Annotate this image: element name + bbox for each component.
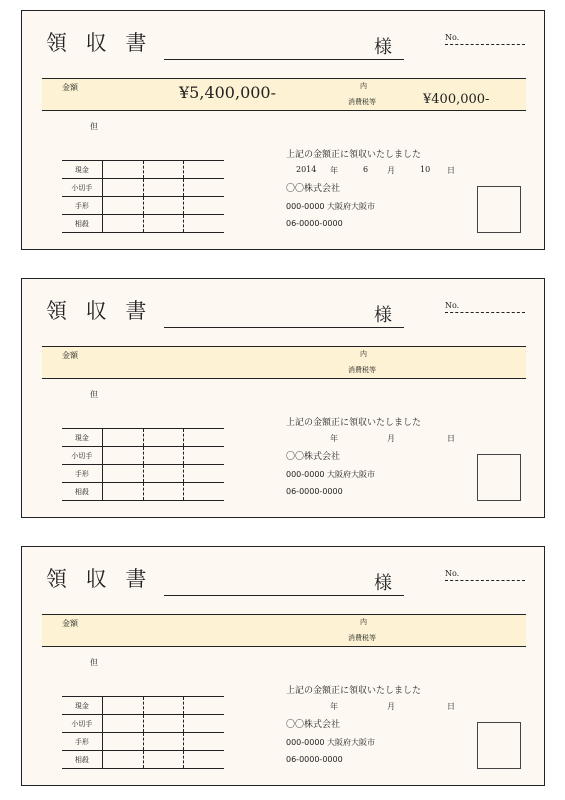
company-name: 〇〇株式会社 [286, 720, 341, 730]
date-day-unit: 日 [447, 702, 455, 711]
table-row [62, 429, 224, 447]
receipt-title: 領 収 書 [46, 31, 153, 55]
amount-band [42, 614, 526, 647]
payment-method-label: 相殺 [62, 215, 102, 233]
date-month-unit: 月 [387, 702, 395, 711]
stamp-box [477, 454, 521, 501]
stamp-box [477, 722, 521, 769]
payment-method-label: 小切手 [62, 179, 102, 197]
payment-method-label: 相殺 [62, 483, 102, 501]
breakdown-label: 内 [360, 618, 367, 626]
company-address: 000-0000 大阪府大阪市 [286, 202, 376, 211]
table-row [62, 197, 224, 215]
recipient-name-line [164, 327, 404, 328]
date-month-unit: 月 [387, 166, 395, 175]
tax-label: 消費税等 [348, 634, 376, 642]
acknowledgement-text: 上記の金額正に領収いたしました [286, 150, 422, 160]
table-row [62, 179, 224, 197]
date-day-unit: 日 [447, 434, 455, 443]
note-label: 但 [90, 658, 98, 667]
note-label: 但 [90, 390, 98, 399]
tax-value: ¥400,000- [423, 92, 490, 107]
payment-method-label: 小切手 [62, 447, 102, 465]
recipient-name-line [164, 595, 404, 596]
amount-band [42, 346, 526, 379]
amount-label: 金額 [62, 83, 78, 92]
company-phone: 06-0000-0000 [286, 219, 343, 228]
date-year-unit: 年 [330, 702, 338, 711]
table-row [62, 733, 224, 751]
acknowledgement-text: 上記の金額正に領収いたしました [286, 418, 422, 428]
note-label: 但 [90, 122, 98, 131]
table-row [62, 447, 224, 465]
company-name: 〇〇株式会社 [286, 452, 341, 462]
receipt-number-line [445, 44, 525, 45]
receipt-1 [21, 10, 545, 250]
payment-method-table [62, 696, 224, 769]
company-address: 000-0000 大阪府大阪市 [286, 738, 376, 747]
date-day-unit: 日 [447, 166, 455, 175]
honorific: 様 [374, 37, 392, 58]
payment-method-label: 現金 [62, 697, 102, 715]
stamp-box [477, 186, 521, 233]
honorific: 様 [374, 305, 392, 326]
receipt-3 [21, 546, 545, 786]
table-row [62, 697, 224, 715]
receipt-number-line [445, 312, 525, 313]
payment-method-label: 手形 [62, 465, 102, 483]
receipt-number-label: No. [445, 301, 460, 310]
tax-label: 消費税等 [348, 366, 376, 374]
amount-value: ¥5,400,000- [179, 83, 277, 102]
amount-band [42, 78, 526, 111]
acknowledgement-text: 上記の金額正に領収いたしました [286, 686, 422, 696]
date-year-unit: 年 [330, 434, 338, 443]
date-month-unit: 月 [387, 434, 395, 443]
date-year: 2014 [296, 165, 317, 174]
amount-label: 金額 [62, 351, 78, 360]
table-row [62, 465, 224, 483]
receipt-number-label: No. [445, 569, 460, 578]
payment-method-label: 現金 [62, 161, 102, 179]
receipt-number-label: No. [445, 33, 460, 42]
payment-method-table [62, 160, 224, 233]
breakdown-label: 内 [360, 82, 367, 90]
company-address: 000-0000 大阪府大阪市 [286, 470, 376, 479]
date-year-unit: 年 [330, 166, 338, 175]
amount-label: 金額 [62, 619, 78, 628]
payment-method-label: 小切手 [62, 715, 102, 733]
table-row [62, 161, 224, 179]
company-phone: 06-0000-0000 [286, 755, 343, 764]
company-name: 〇〇株式会社 [286, 184, 341, 194]
payment-method-table [62, 428, 224, 501]
receipt-title: 領 収 書 [46, 567, 153, 591]
recipient-name-line [164, 59, 404, 60]
tax-label: 消費税等 [348, 98, 376, 106]
receipt-2 [21, 278, 545, 518]
table-row [62, 215, 224, 233]
payment-method-label: 手形 [62, 197, 102, 215]
table-row [62, 715, 224, 733]
payment-method-label: 相殺 [62, 751, 102, 769]
date-day: 10 [420, 165, 431, 174]
honorific: 様 [374, 573, 392, 594]
receipt-title: 領 収 書 [46, 299, 153, 323]
table-row [62, 751, 224, 769]
payment-method-label: 現金 [62, 429, 102, 447]
company-phone: 06-0000-0000 [286, 487, 343, 496]
date-month: 6 [363, 165, 369, 174]
receipt-number-line [445, 580, 525, 581]
breakdown-label: 内 [360, 350, 367, 358]
payment-method-label: 手形 [62, 733, 102, 751]
table-row [62, 483, 224, 501]
